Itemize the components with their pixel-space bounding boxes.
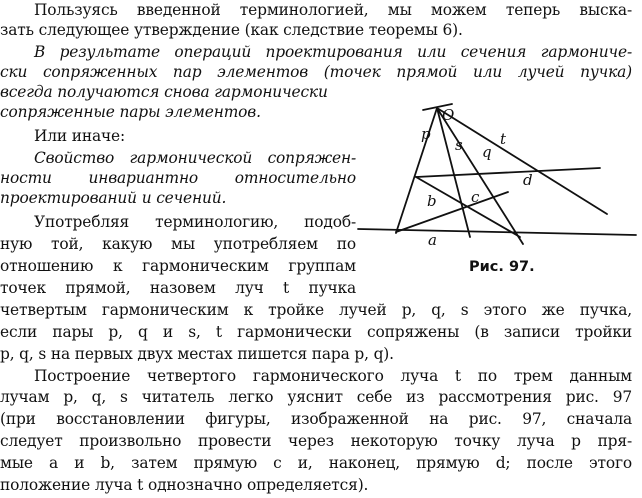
ray-p <box>396 108 437 233</box>
label-t: t <box>500 130 507 148</box>
text-line: отношению к гармоническим группам <box>0 257 356 275</box>
text-line-italic: сопряженные пары элементов. <box>0 103 261 121</box>
text-line: Пользуясь введенной терминологией, мы можем теперь выска- <box>34 1 632 19</box>
label-b: b <box>427 192 437 210</box>
text-line: следует произвольно провести через некоторую точку луча p пря- <box>0 432 632 450</box>
text-line-italic: всегда получаются снова гармонически <box>0 83 328 101</box>
text-line-italic: ски сопряженных пар элементов (точек прямой или лучей пучка) <box>0 63 632 81</box>
line-c <box>416 168 600 177</box>
text-line: четвертым гармоническим к тройке лучей p, q, s этого же пучка, <box>0 301 632 319</box>
text-line: зать следующее утверждение (как следствие теоремы 6). <box>0 21 463 39</box>
text-line: мые a и b, затем прямую c и, наконец, прямую d; после этого <box>0 454 632 472</box>
text-line: если пары p, q и s, t гармонически сопряжены (в записи тройки <box>0 323 632 341</box>
text-line: положение луча t однозначно определяется). <box>0 476 369 494</box>
text-line: p, q, s на первых двух местах пишется пара p, q). <box>0 345 394 363</box>
label-c: c <box>471 188 480 206</box>
ray-s <box>437 108 470 237</box>
label-O: O <box>442 106 455 124</box>
text-line: ную той, какую мы употребляем по <box>0 235 356 253</box>
label-q: q <box>482 143 492 161</box>
text-line: Построение четвертого гармонического луча t по трем данным <box>34 367 632 385</box>
text-line-italic: Свойство гармонической сопряжен- <box>34 149 356 167</box>
text-line: Употребляя терминологию, подоб- <box>34 213 356 231</box>
label-a: a <box>428 231 437 249</box>
text-line-italic: ности инвариантно относительно <box>0 169 356 187</box>
text-line: точек прямой, назовем луч t пучка <box>0 279 356 297</box>
ray-t <box>437 108 607 214</box>
label-p: p <box>421 125 431 143</box>
text-line: (при восстановлении фигуры, изображенной на рис. 97, сначала <box>0 410 632 428</box>
text-line-italic: В результате операций проектирования или сечения гармониче- <box>34 43 632 61</box>
text-line-italic: проектирований и сечений. <box>0 189 227 207</box>
figure-caption: Рис. 97. <box>469 259 535 275</box>
label-d: d <box>523 171 533 189</box>
text-line: Или иначе: <box>34 127 126 145</box>
label-s: s <box>455 136 463 154</box>
text-line: лучам p, q, s читатель легко уяснит себе из рассмотрения рис. 97 <box>0 388 632 406</box>
